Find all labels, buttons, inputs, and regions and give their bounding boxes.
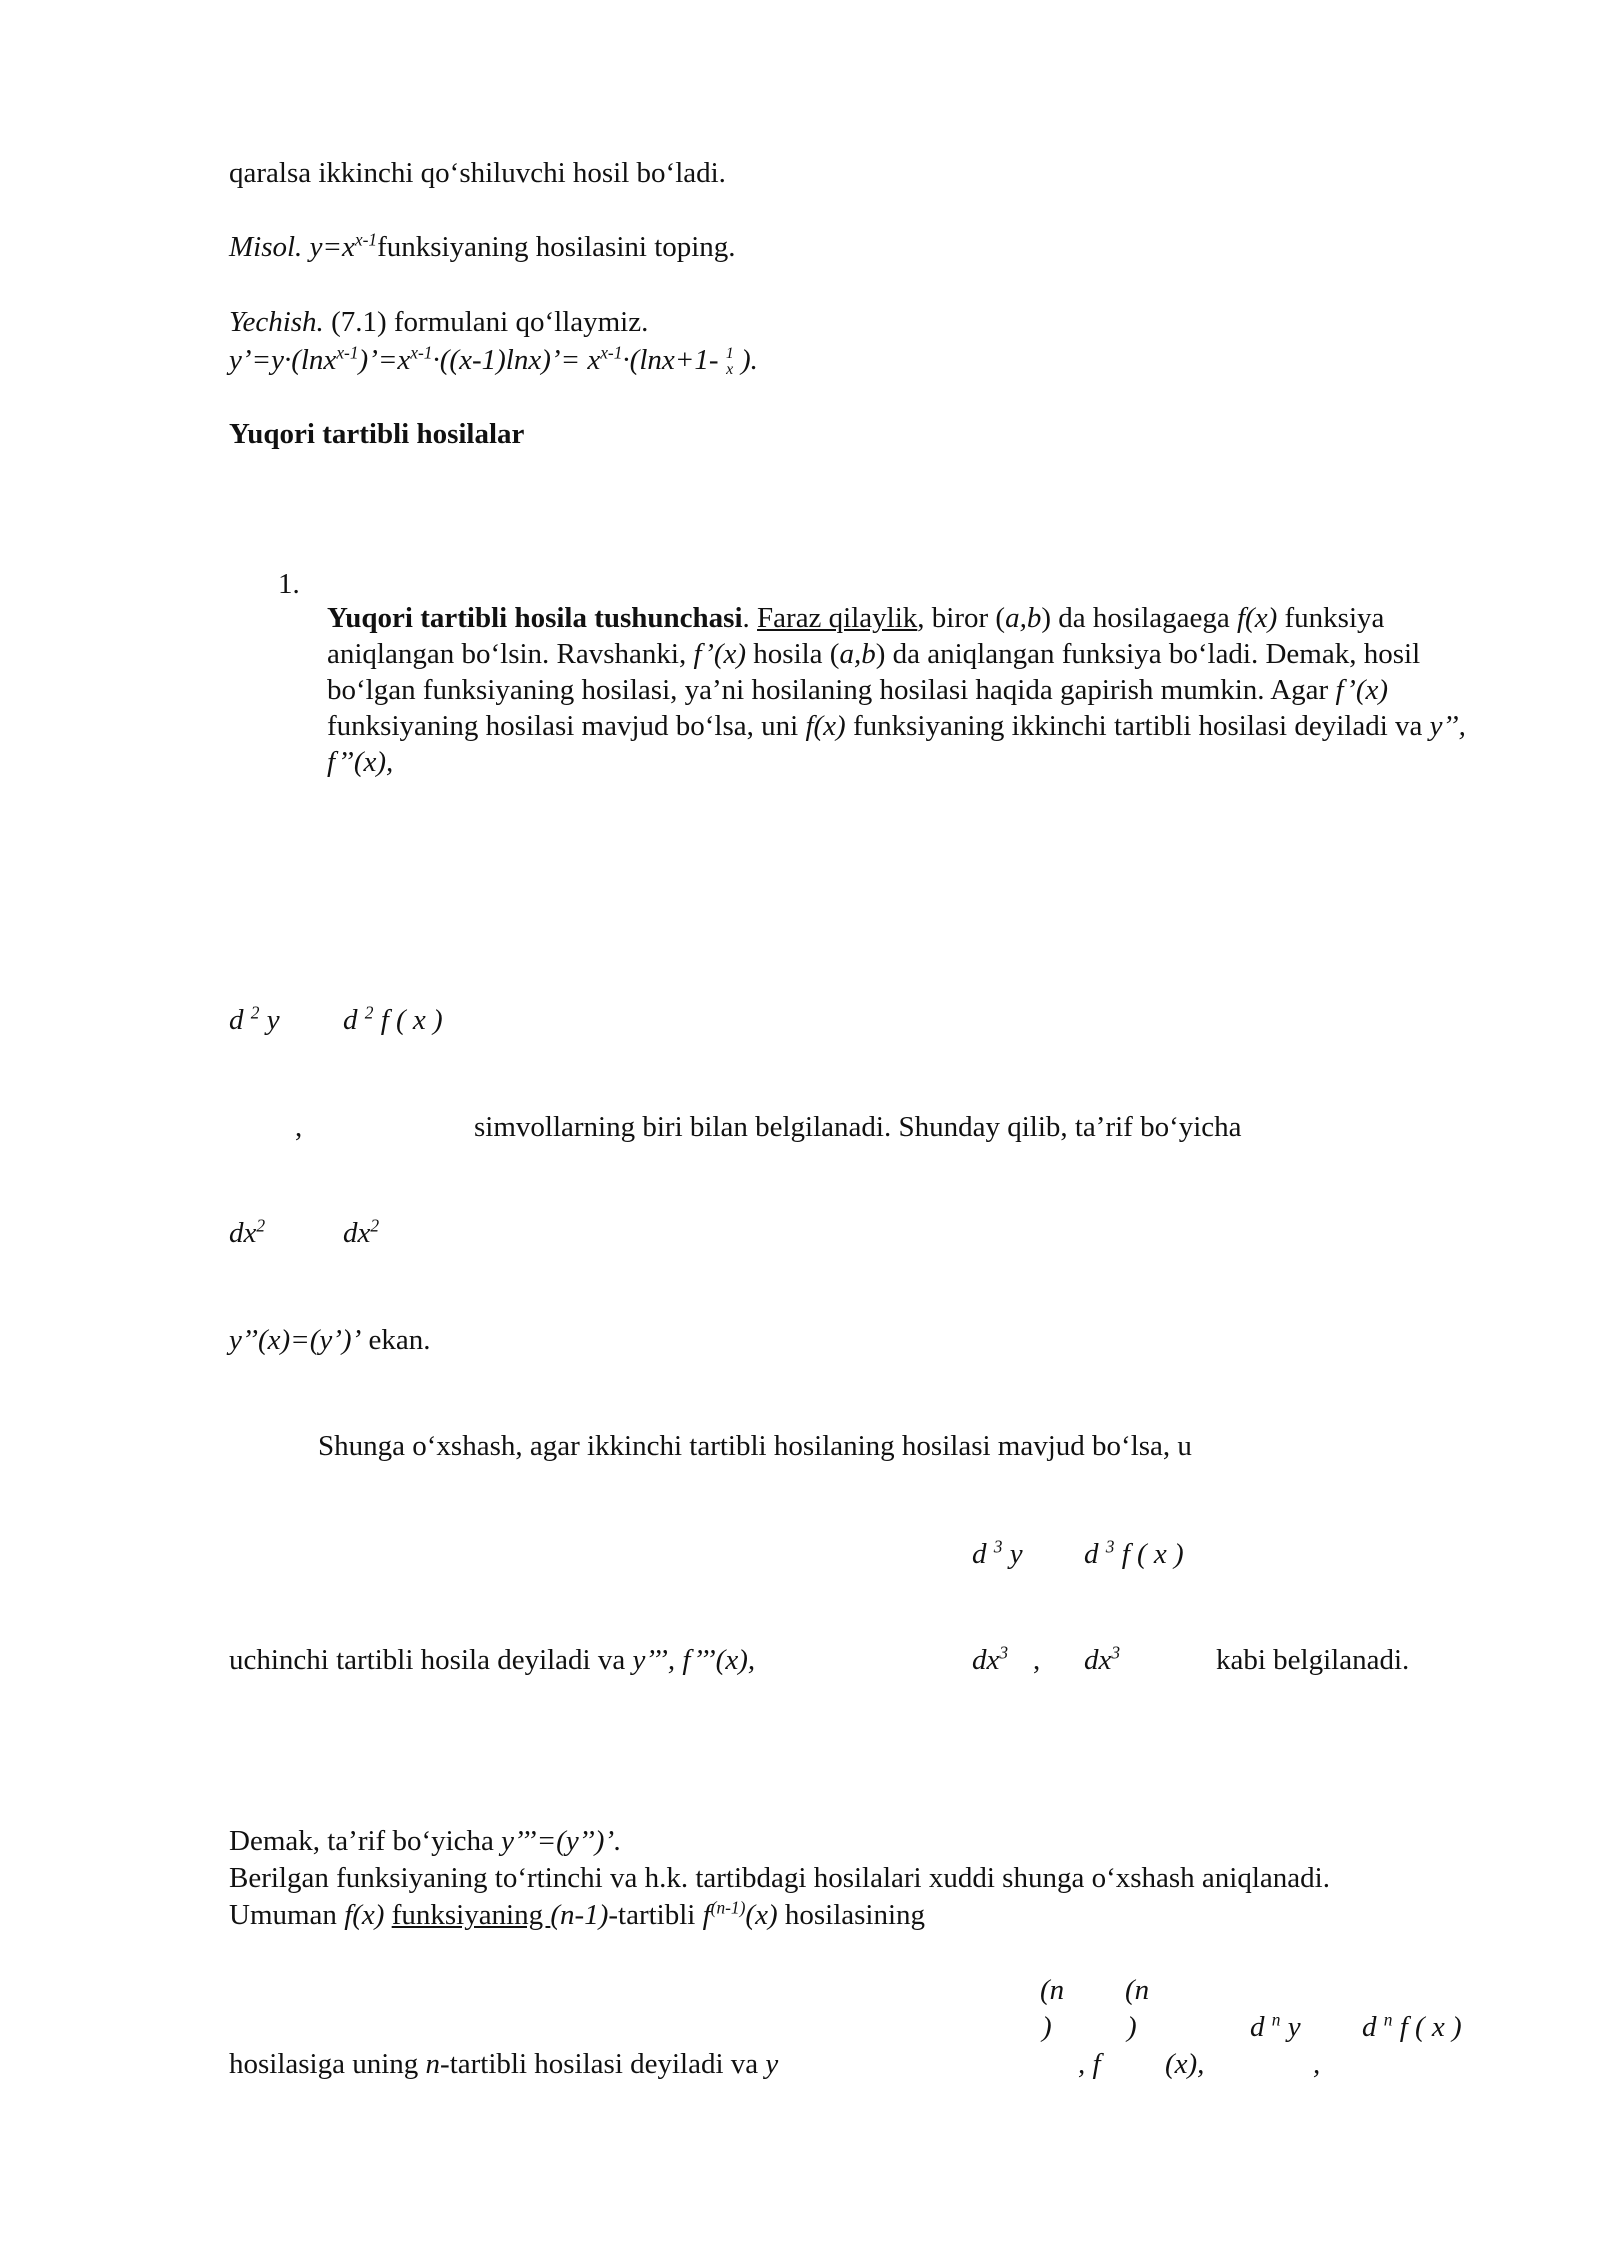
- nth-order-open-1: (n: [1040, 1974, 1065, 2006]
- nth-order-open-2: (n: [1125, 1974, 1150, 2006]
- d3-text-after: kabi belgilanadi.: [1216, 1644, 1410, 1676]
- nth-x: (x),: [1165, 2048, 1205, 2080]
- definition-title: Yuqori tartibli hosila tushunchasi: [327, 602, 743, 634]
- list-number: 1.: [278, 568, 300, 600]
- example-equation: $y=x^{x-1}$: [309, 229, 378, 263]
- definition-paragraph: Yuqori tartibli hosila tushunchasi. Faraz qilaylik, biror (a,b) da hosilagaega f(x) funksiya aniqlangan bo‘lsin. Ravshanki, f’(x) hosila (a,b) da aniqlangan funksiya bo‘ladi. Demak, hosil bo‘lgan funksiyaning hosilasi, ya’ni hosilaning hosilasi haqida gapirish mumkin. Agar f’(x) funksiyaning hosilasi mavjud bo‘lsa, uni f(x) funksiyaning ikkinchi tartibli hosilasi deyiladi va y’’, f’’(x),: [327, 602, 1466, 778]
- nth-derivative-line: hosilasiga uning n-tartibli hosilasi deyiladi va y: [229, 2048, 779, 2080]
- third-derivative-line: uchinchi tartibli hosila deyiladi va y’’’, f’’’(x),: [229, 1644, 756, 1676]
- section-heading: Yuqori tartibli hosilalar: [229, 418, 525, 450]
- third-derivative-intro: Shunga o‘xshash, agar ikkinchi tartibli hosilaning hosilasi mavjud bo‘lsa, u: [318, 1430, 1192, 1462]
- solution-formula: $y’=y\cdot(\ln x^{x-1})’=x^{x-1}\cdot((x-1)\ln x)’= x^{x-1}\cdot(\ln x+1-$ 1 x ).: [229, 342, 758, 379]
- funksiyaning-link[interactable]: funksiyaning: [391, 1899, 551, 1931]
- higher-order-line: Berilgan funksiyaning to‘rtinchi va h.k. tartibdagi hosilalari xuddi shunga o‘xshash aniqlanadi.: [229, 1862, 1330, 1894]
- d3f-numerator: d $^3$ f ( x ): [1084, 1536, 1184, 1570]
- fraction-one-over-x: 1 x: [725, 345, 734, 379]
- nth-comma: ,: [1313, 2048, 1321, 2080]
- faraz-link[interactable]: Faraz qilaylik: [757, 602, 918, 634]
- d2y-denominator: $dx^2$: [229, 1215, 266, 1249]
- nth-comma-f: , f: [1078, 2048, 1101, 2080]
- third-derivative-definition: Demak, ta’rif bo‘yicha y’’’=(y’’)’.: [229, 1825, 622, 1857]
- d2y-numerator: d $^2$ y: [229, 1002, 280, 1036]
- example-text: funksiyaning hosilasini toping.: [377, 231, 736, 263]
- d3y-denominator: $dx^3$: [972, 1642, 1009, 1676]
- solution-label: Yechish.: [229, 306, 324, 338]
- second-derivative-line: y’’(x)=(y’)’ ekan.: [229, 1324, 431, 1356]
- dny-numerator: d $^n$ y: [1250, 2009, 1301, 2043]
- d3f-denominator: $dx^3$: [1084, 1642, 1121, 1676]
- d2f-denominator: $dx^2$: [343, 1215, 380, 1249]
- text-line: qaralsa ikkinchi qo‘shiluvchi hosil bo‘ladi.: [229, 157, 726, 189]
- solution-text: (7.1) formulani qo‘llaymiz.: [331, 306, 649, 338]
- nth-order-close-1: ): [1042, 2011, 1052, 2043]
- example-label: Misol.: [229, 231, 303, 263]
- d2-text: simvollarning biri bilan belgilanadi. Shunday qilib, ta’rif bo‘yicha: [474, 1111, 1242, 1143]
- example-line: [229, 229, 736, 265]
- solution-line: [229, 304, 648, 340]
- d3-comma: ,: [1033, 1644, 1041, 1676]
- d2-comma: ,: [295, 1111, 303, 1143]
- dnf-numerator: d $^n$ f ( x ): [1362, 2009, 1462, 2043]
- d3y-numerator: d $^3$ y: [972, 1536, 1023, 1570]
- nth-order-close-2: ): [1127, 2011, 1137, 2043]
- d2f-numerator: d $^2$ f ( x ): [343, 1002, 443, 1036]
- general-definition-line: Umuman f(x) funksiyaning (n-1)-tartibli $f^{(n-1)}(x)$ hosilasining: [229, 1897, 926, 1931]
